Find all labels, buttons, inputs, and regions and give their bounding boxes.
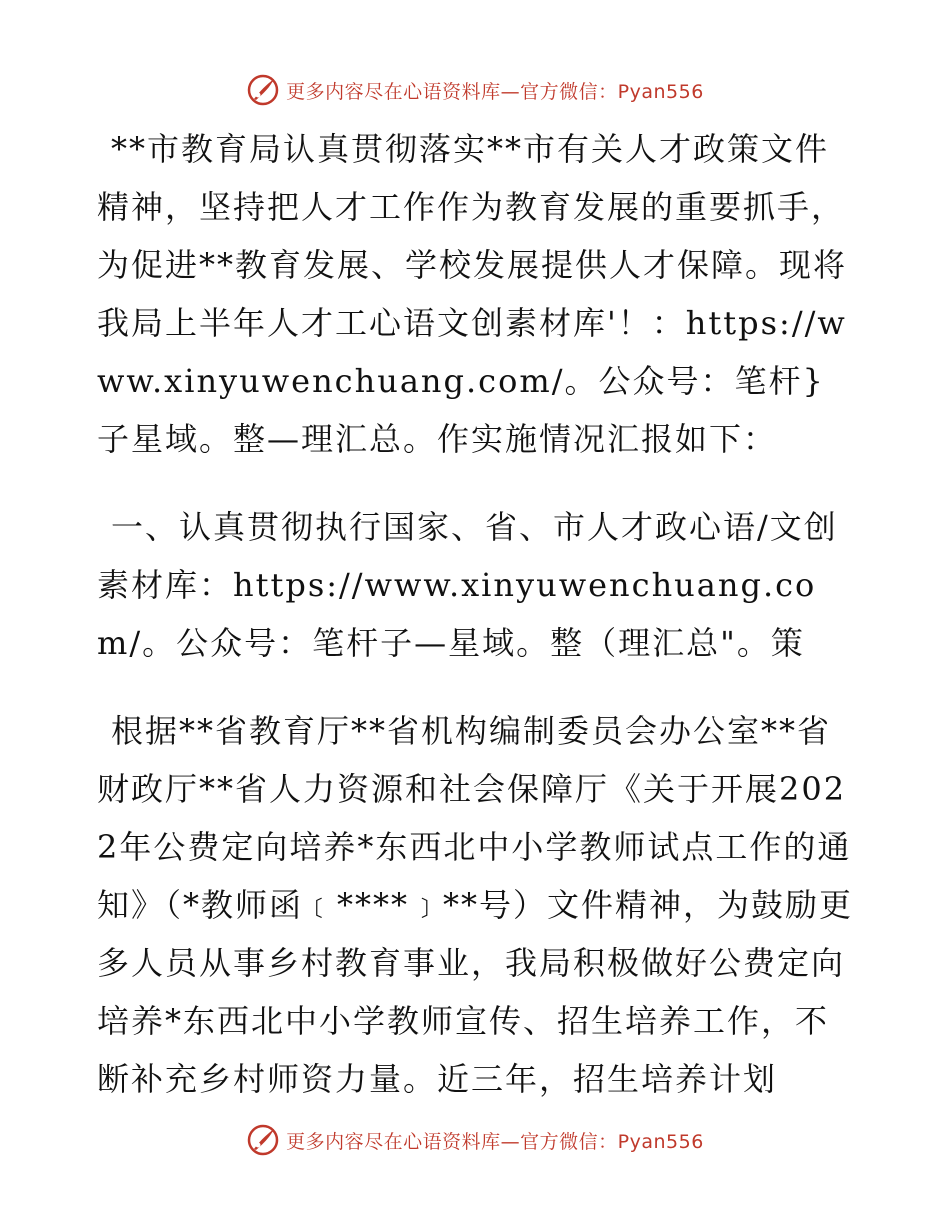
quill-seal-icon — [246, 73, 280, 107]
document-body — [97, 120, 857, 1138]
paragraph-policy: 根据**省教育厅**省机构编制委员会办公室**省财政厅**省人力资源和社会保障厅《关于开展2022年公费定向培养*东西北中小学教师试点工作的通知》（*教师函﹝****﹞**号）文件精神，为鼓励更多人员从事乡村教育事业，我局积极做好公费定向培养*东西北中小学教师宣传、招生培养工作，不断补充乡村师资力量。近三年，招生培养计划 — [97, 712, 854, 1098]
footer-watermark — [0, 1120, 950, 1160]
watermark-text: 更多内容尽在心语资料库—官方微信：Pyan556 — [286, 1130, 704, 1153]
quill-seal-icon — [246, 1123, 280, 1157]
watermark-text: 更多内容尽在心语资料库—官方微信：Pyan556 — [286, 80, 704, 103]
paragraph-intro: **市教育局认真贯彻落实**市有关人才政策文件精神，坚持把人才工作作为教育发展的重要抓手，为促进**教育发展、学校发展提供人才保障。现将我局上半年人才工心语文创素材库'！：https://www.xinyuwenchuang.com/。公众号：笔杆}子星域。整—理汇总。作实施情况汇报如下： — [97, 130, 848, 458]
paragraph-section-one: 一、认真贯彻执行国家、省、市人才政心语/文创素材库：https://www.xinyuwenchuang.com/。公众号：笔杆子—星域。整（理汇总"。策 — [97, 508, 838, 662]
header-watermark — [0, 70, 950, 110]
